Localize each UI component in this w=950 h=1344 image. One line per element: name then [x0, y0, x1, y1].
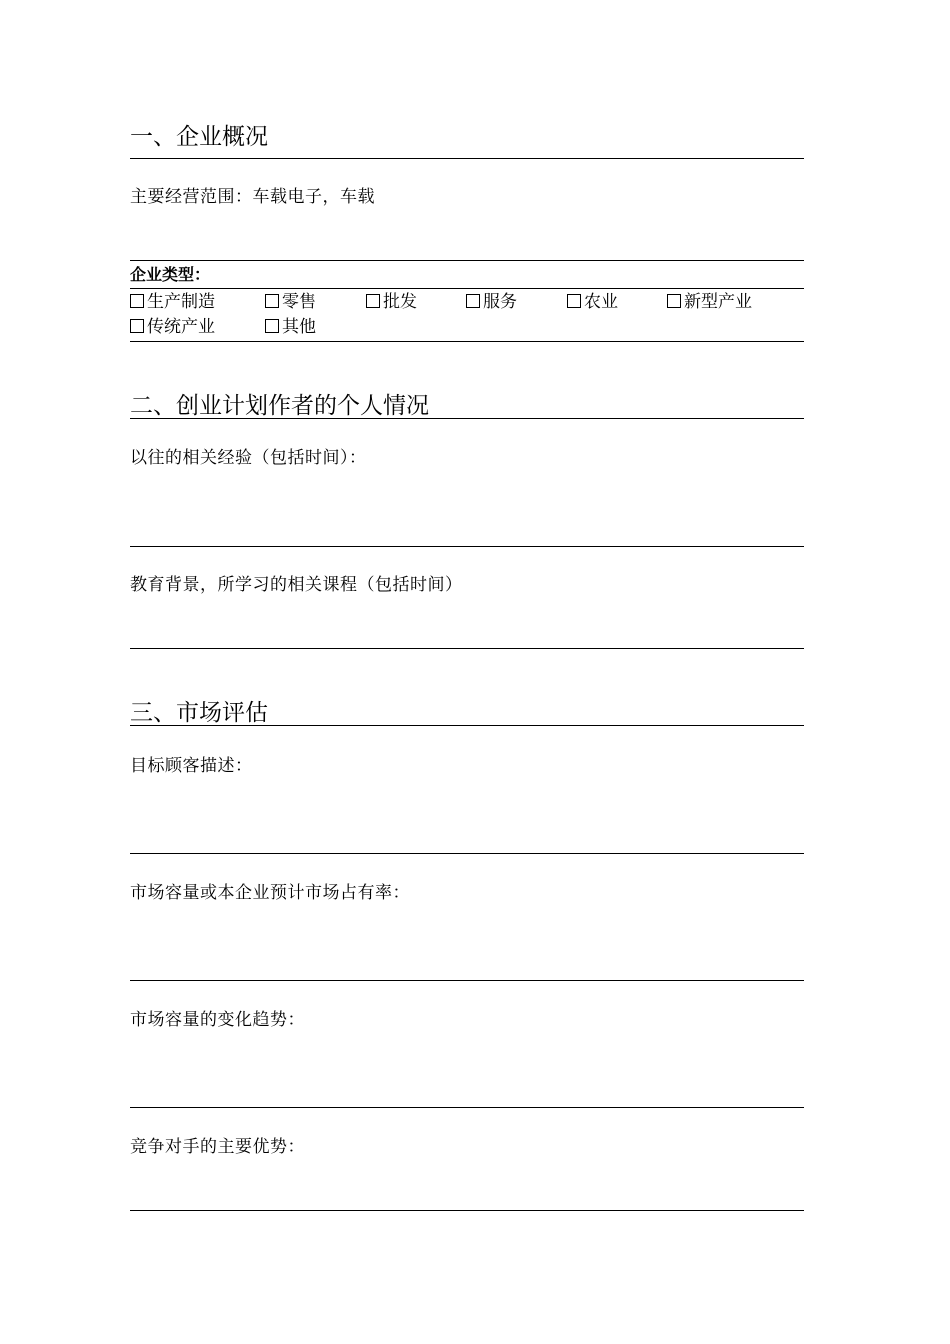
checkbox-icon[interactable]: [130, 294, 144, 308]
market-capacity-field[interactable]: 市场容量或本企业预计市场占有率：: [130, 883, 410, 903]
section-3-rule: [130, 725, 804, 726]
checkbox-icon[interactable]: [366, 294, 380, 308]
education-rule: [130, 648, 804, 649]
target-customer-field[interactable]: 目标顾客描述：: [130, 756, 253, 776]
option-retail[interactable]: [265, 291, 316, 313]
option-label: 服务: [483, 292, 517, 312]
option-label: 批发: [383, 292, 417, 312]
option-label: 其他: [282, 317, 316, 337]
option-new-industry[interactable]: [667, 291, 752, 313]
competitor-advantage-field[interactable]: 竞争对手的主要优势：: [130, 1137, 305, 1157]
option-agriculture[interactable]: [567, 291, 618, 313]
education-field[interactable]: 教育背景，所学习的相关课程（包括时间）: [130, 575, 463, 595]
option-label: 零售: [282, 292, 316, 312]
checkbox-icon[interactable]: [130, 319, 144, 333]
option-label: 农业: [584, 292, 618, 312]
type-mid-rule: [130, 288, 804, 289]
option-traditional-industry[interactable]: [130, 316, 215, 338]
option-service[interactable]: [466, 291, 517, 313]
checkbox-icon[interactable]: [667, 294, 681, 308]
target-customer-rule: [130, 853, 804, 854]
checkbox-icon[interactable]: [466, 294, 480, 308]
checkbox-icon[interactable]: [265, 294, 279, 308]
option-other[interactable]: [265, 316, 316, 338]
competitor-advantage-rule: [130, 1210, 804, 1211]
checkbox-icon[interactable]: [265, 319, 279, 333]
type-top-rule: [130, 260, 804, 261]
business-scope-field[interactable]: 主要经营范围：车载电子，车载: [130, 187, 375, 207]
checkbox-icon[interactable]: [567, 294, 581, 308]
section-1-title: 一、企业概况: [130, 124, 268, 150]
experience-field[interactable]: 以往的相关经验（包括时间）：: [130, 448, 367, 468]
market-trend-rule: [130, 1107, 804, 1108]
business-type-title: 企业类型：: [130, 265, 211, 284]
market-trend-field[interactable]: 市场容量的变化趋势：: [130, 1010, 305, 1030]
market-capacity-rule: [130, 980, 804, 981]
type-bottom-rule: [130, 341, 804, 342]
option-manufacturing[interactable]: [130, 291, 215, 313]
option-label: 新型产业: [684, 292, 752, 312]
section-3-title: 三、市场评估: [130, 700, 268, 726]
option-label: 生产制造: [147, 292, 215, 312]
section-2-rule: [130, 418, 804, 419]
option-label: 传统产业: [147, 317, 215, 337]
section-1-rule: [130, 158, 804, 159]
experience-rule: [130, 546, 804, 547]
section-2-title: 二、创业计划作者的个人情况: [130, 393, 429, 419]
option-wholesale[interactable]: [366, 291, 417, 313]
